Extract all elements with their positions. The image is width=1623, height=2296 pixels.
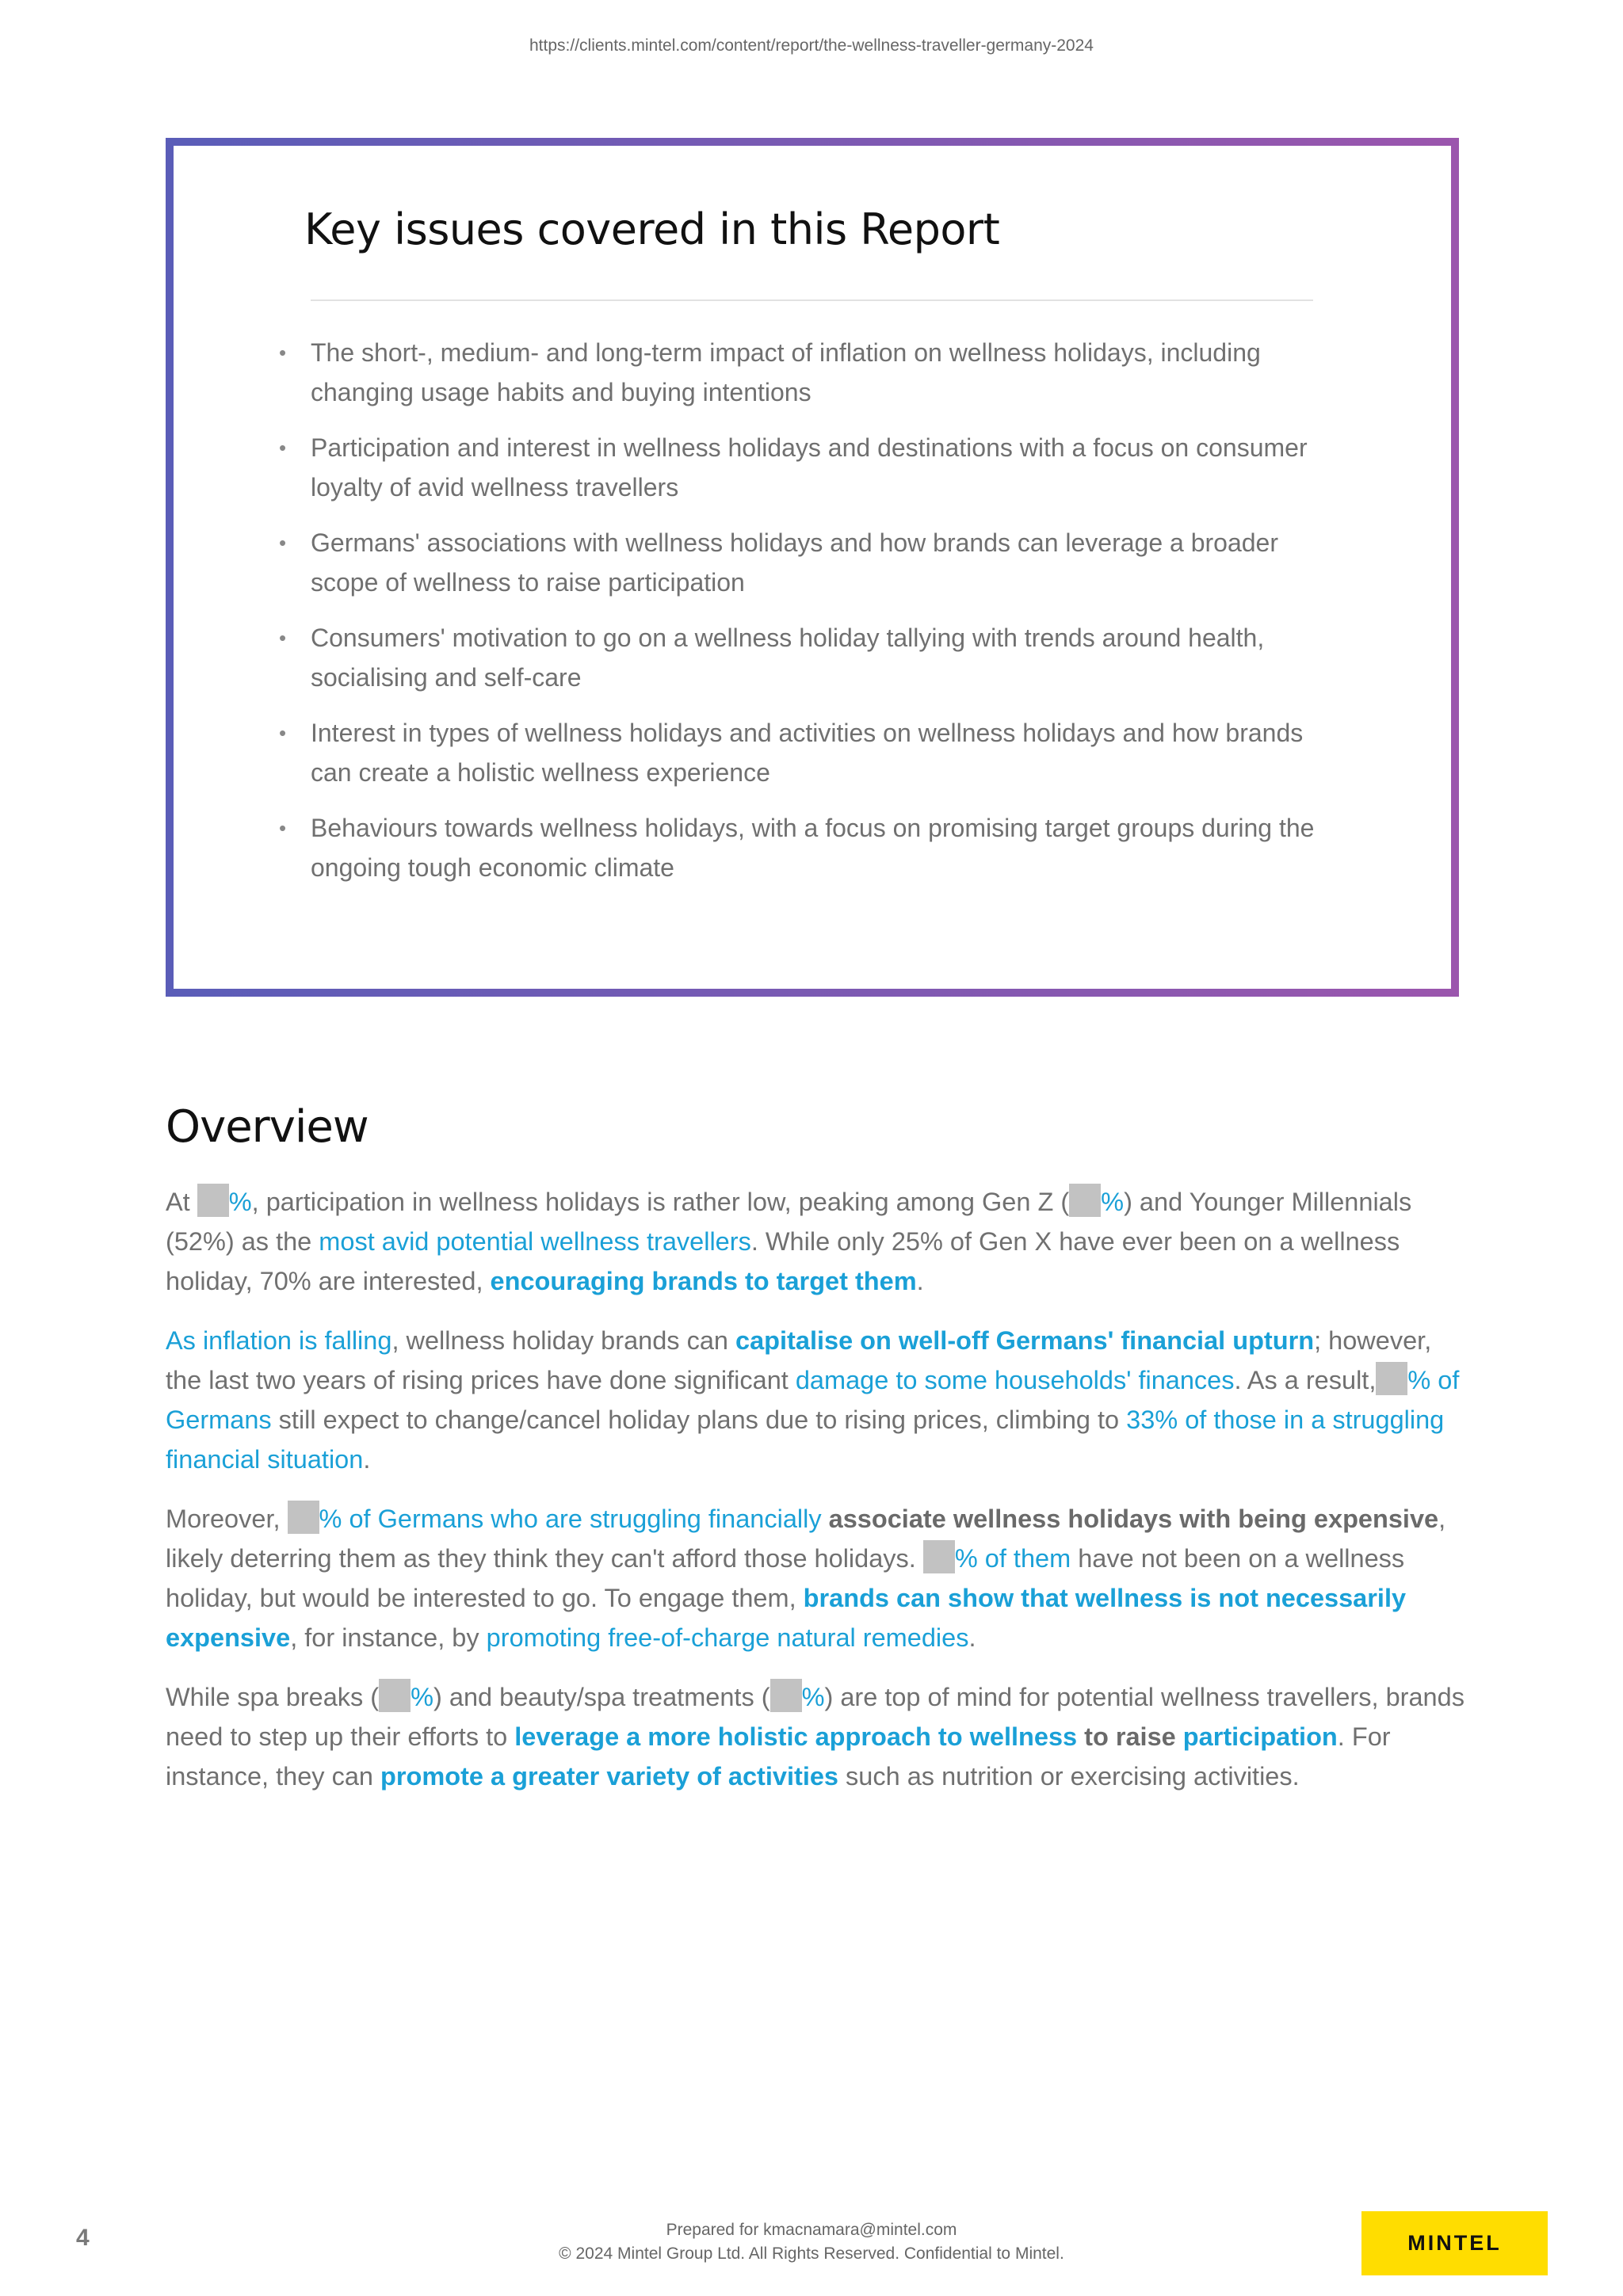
text: have not been on a wellness holiday, but would be interested to go. To engage them, bbox=[166, 1544, 1405, 1612]
text: , wellness holiday brands can bbox=[391, 1326, 736, 1355]
overview-title: Overview bbox=[166, 1101, 369, 1153]
overview-paragraph-1 bbox=[166, 1182, 1465, 1301]
redacted-value bbox=[770, 1679, 802, 1712]
text: , participation in wellness holidays is rather low, peaking among Gen Z ( bbox=[251, 1188, 1070, 1216]
text: Moreover, bbox=[166, 1505, 288, 1533]
highlight-link[interactable]: promote a greater variety of activities bbox=[380, 1762, 839, 1791]
prepared-for: Prepared for kmacnamara@mintel.com bbox=[666, 2221, 957, 2239]
bold-text: associate wellness holidays with being expensive bbox=[821, 1505, 1439, 1533]
text: While spa breaks ( bbox=[166, 1683, 380, 1711]
redacted-value bbox=[1376, 1362, 1407, 1395]
redacted-value bbox=[1069, 1184, 1101, 1217]
text: ; however, the last two years of rising prices have done significant bbox=[166, 1326, 1432, 1394]
highlight-link[interactable]: damage to some households' finances bbox=[795, 1366, 1235, 1394]
highlight-text: % bbox=[801, 1683, 825, 1711]
highlight-link[interactable]: % of Germans who are struggling financially bbox=[319, 1505, 822, 1533]
highlight-text: % bbox=[1101, 1188, 1125, 1216]
key-issue-item: • The short-, medium- and long-term impact of inflation on wellness holidays, including changing usage habits and buying intentions bbox=[311, 333, 1333, 412]
highlight-link[interactable]: % of them bbox=[954, 1544, 1071, 1573]
text: . As a result, bbox=[1234, 1366, 1377, 1394]
text: . bbox=[363, 1445, 371, 1474]
key-issue-item: • Germans' associations with wellness holidays and how brands can leverage a broader scope of wellness to raise participation bbox=[311, 523, 1333, 602]
key-issue-item: • Consumers' motivation to go on a wellness holiday tallying with trends around health, socialising and self-care bbox=[311, 618, 1333, 697]
text: ) and beauty/spa treatments ( bbox=[433, 1683, 770, 1711]
highlight-text: % bbox=[411, 1683, 434, 1711]
mintel-logo: MINTEL bbox=[1361, 2211, 1548, 2275]
overview-paragraph-4 bbox=[166, 1677, 1465, 1796]
highlight-link[interactable]: promoting free-of-charge natural remedies bbox=[486, 1623, 969, 1652]
highlight-link[interactable]: encouraging brands to target them bbox=[490, 1267, 917, 1295]
highlight-link[interactable]: participation bbox=[1182, 1722, 1338, 1751]
text: ) and Younger Millennials (52%) as the bbox=[166, 1188, 1412, 1256]
overview-paragraph-2 bbox=[166, 1321, 1465, 1479]
text: ) are top of mind for potential wellness travellers, brands need to step up their efforts to bbox=[166, 1683, 1465, 1751]
overview-paragraph-3 bbox=[166, 1499, 1465, 1657]
text: At bbox=[166, 1188, 197, 1216]
text: . For instance, they can bbox=[166, 1722, 1391, 1791]
highlight-link[interactable]: As inflation is falling bbox=[166, 1326, 392, 1355]
text: . bbox=[968, 1623, 976, 1652]
highlight-link[interactable]: most avid potential wellness travellers bbox=[319, 1227, 751, 1256]
text: still expect to change/cancel holiday plans due to rising prices, climbing to bbox=[271, 1405, 1127, 1434]
key-issues-title: Key issues covered in this Report bbox=[304, 204, 1000, 254]
highlight-link[interactable]: 33% of those in a struggling financial situation bbox=[166, 1405, 1445, 1474]
key-issue-item: • Interest in types of wellness holidays and activities on wellness holidays and how brands can create a holistic wellness experience bbox=[311, 713, 1333, 792]
highlight-link[interactable]: leverage a more holistic approach to wellness bbox=[514, 1722, 1078, 1751]
bold-text: to raise bbox=[1077, 1722, 1183, 1751]
redacted-value bbox=[197, 1184, 229, 1217]
page-url: https://clients.mintel.com/content/report/the-wellness-traveller-germany-2024 bbox=[529, 36, 1094, 55]
highlight-link[interactable]: capitalise on well-off Germans' financial upturn bbox=[735, 1326, 1315, 1355]
text: . bbox=[916, 1267, 924, 1295]
text: , for instance, by bbox=[290, 1623, 487, 1652]
redacted-value bbox=[379, 1679, 411, 1712]
title-divider bbox=[311, 299, 1313, 301]
highlight-link[interactable]: % of Germans bbox=[166, 1366, 1460, 1434]
page-number: 4 bbox=[76, 2225, 90, 2251]
key-issues-list bbox=[311, 333, 1333, 903]
text: such as nutrition or exercising activities. bbox=[838, 1762, 1300, 1791]
text: , likely deterring them as they think they can't afford those holidays. bbox=[166, 1505, 1446, 1573]
text: . While only 25% of Gen X have ever been on a wellness holiday, 70% are interested, bbox=[166, 1227, 1400, 1295]
key-issue-item: • Participation and interest in wellness holidays and destinations with a focus on consumer loyalty of avid wellness travellers bbox=[311, 428, 1333, 507]
key-issue-item: • Behaviours towards wellness holidays, with a focus on promising target groups during the ongoing tough economic climate bbox=[311, 808, 1333, 887]
copyright: © 2024 Mintel Group Ltd. All Rights Reserved. Confidential to Mintel. bbox=[559, 2245, 1064, 2263]
redacted-value bbox=[288, 1501, 319, 1534]
highlight-link[interactable]: brands can show that wellness is not necessarily expensive bbox=[166, 1584, 1407, 1652]
highlight-text: % bbox=[228, 1188, 252, 1216]
redacted-value bbox=[923, 1540, 955, 1573]
